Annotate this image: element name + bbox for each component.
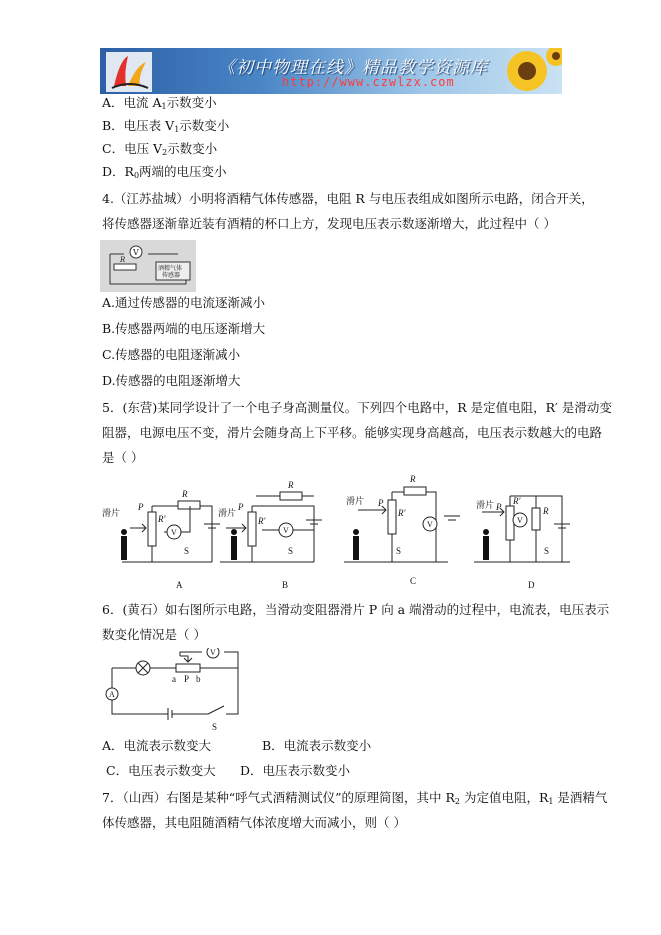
q6-p-label: P xyxy=(184,674,190,684)
q3-option-a: A．电流 $A_1$示数变小 xyxy=(102,95,217,111)
q5-b-v-label: V xyxy=(283,526,289,535)
q5-c-rp-label: R′ xyxy=(398,508,406,518)
q5-d-r-label: R xyxy=(543,506,549,516)
q5-a-r-label: R xyxy=(182,489,188,499)
q4-option-b: B.传感器两端的电压逐渐增大 xyxy=(102,321,266,336)
q5-a-rp-label: R′ xyxy=(158,514,166,524)
q4-circuit-figure xyxy=(100,240,196,292)
q5-stem-line2: 阻器，电源电压不变，滑片会随身高上下平移。能够实现身高越高，电压表示数越大的电路 xyxy=(102,425,603,440)
header-banner xyxy=(100,48,562,94)
banner-url[interactable]: http://www.czwlzx.com xyxy=(282,75,455,89)
q6-switch-label: S xyxy=(212,722,218,732)
q5-b-s-label: S xyxy=(288,546,294,556)
q3-option-c: C．电压 $V_2$示数变小 xyxy=(102,141,218,157)
q4-option-c: C.传感器的电阻逐渐减小 xyxy=(102,347,241,362)
q5-caption-d: D xyxy=(528,580,535,590)
q5-d-slider-label: 滑片 xyxy=(476,500,495,510)
q4-option-a: A.通过传感器的电流逐渐减小 xyxy=(102,295,266,310)
q5-d-rp-label: R′ xyxy=(513,496,521,506)
q7-stem-line1: 7．（山西）右图是某种“呼气式酒精测试仪”的原理简图，其中 $R_2$ 为定值电阻，$R_1$ 是酒精气 xyxy=(102,790,608,806)
q6-voltmeter-label: V xyxy=(210,648,216,657)
q5-caption-b: B xyxy=(282,580,289,590)
q4-stem-line2: 将传感器逐渐靠近装有酒精的杯口上方，发现电压表示数逐渐增大，此过程中（ ） xyxy=(102,216,556,231)
q6-option-d: D．电压表示数变小 xyxy=(240,763,351,778)
q5-a-s-label: S xyxy=(184,546,190,556)
q5-d-p-label: P xyxy=(496,502,502,512)
q3-option-d: D．$R_0$两端的电压变小 xyxy=(102,164,227,180)
q6-b-label: b xyxy=(196,674,201,684)
q6-stem-line1: 6．(黄石）如右图所示电路，当滑动变阻器滑片 P 向 a 端滑动的过程中，电流表，电压表示 xyxy=(102,602,610,617)
q4-resistor-label: R xyxy=(120,256,126,264)
q5-b-p-label: P xyxy=(238,502,244,512)
banner-title: 《初中物理在线》精品教学资源库 xyxy=(218,58,488,78)
q5-b-rp-label: R′ xyxy=(258,516,266,526)
q5-c-v-label: V xyxy=(427,520,433,529)
q4-voltmeter-label: V xyxy=(133,248,139,257)
q5-stem-line1: 5．(东营)某同学设计了一个电子身高测量仪。下列四个电路中，R 是定值电阻，R′ 是滑动变 xyxy=(102,400,612,415)
q5-c-slider-label: 滑片 xyxy=(346,496,365,506)
q5-a-v-label: V xyxy=(171,528,177,537)
q3-option-b: B．电压表 $V_1$示数变小 xyxy=(102,118,230,134)
q6-stem-line2: 数变化情况是（ ） xyxy=(102,627,206,642)
q5-c-p-label: P xyxy=(378,498,384,508)
q4-option-d: D.传感器的电阻逐渐增大 xyxy=(102,373,241,388)
q5-b-slider-label: 滑片 xyxy=(218,508,237,518)
q4-sensor-label2: 传感器 xyxy=(162,272,181,279)
q6-option-a: A．电流表示数变大 xyxy=(102,738,212,753)
q5-stem-line3: 是（ ） xyxy=(102,450,144,465)
q6-ammeter-label: A xyxy=(109,690,115,699)
site-logo-icon xyxy=(106,52,152,92)
q5-caption-c: C xyxy=(410,576,417,586)
q6-a-label: a xyxy=(172,674,176,684)
q5-a-slider-label: 滑片 xyxy=(102,508,121,518)
q5-caption-a: A xyxy=(176,580,183,590)
q6-option-b: B．电流表示数变小 xyxy=(262,738,372,753)
q6-circuit-figure xyxy=(100,648,245,734)
q5-b-r-label: R xyxy=(288,480,294,490)
q5-c-r-label: R xyxy=(410,474,416,484)
sunflower-icon xyxy=(472,48,562,94)
q5-a-p-label: P xyxy=(138,502,144,512)
q4-stem-line1: 4.（江苏盐城）小明将酒精气体传感器，电阻 R 与电压表组成如图所示电路，闭合开关， xyxy=(102,191,594,206)
q5-d-v-label: V xyxy=(517,516,523,525)
q6-option-c: C．电压表示数变大 xyxy=(106,763,216,778)
q5-d-s-label: S xyxy=(544,546,550,556)
q5-c-s-label: S xyxy=(396,546,402,556)
q4-sensor-label1: 酒精气体 xyxy=(158,265,183,272)
q5-circuit-figures xyxy=(100,470,570,592)
q7-stem-line2: 体传感器，其电阻随酒精气体浓度增大而减小，则（ ） xyxy=(102,815,406,830)
